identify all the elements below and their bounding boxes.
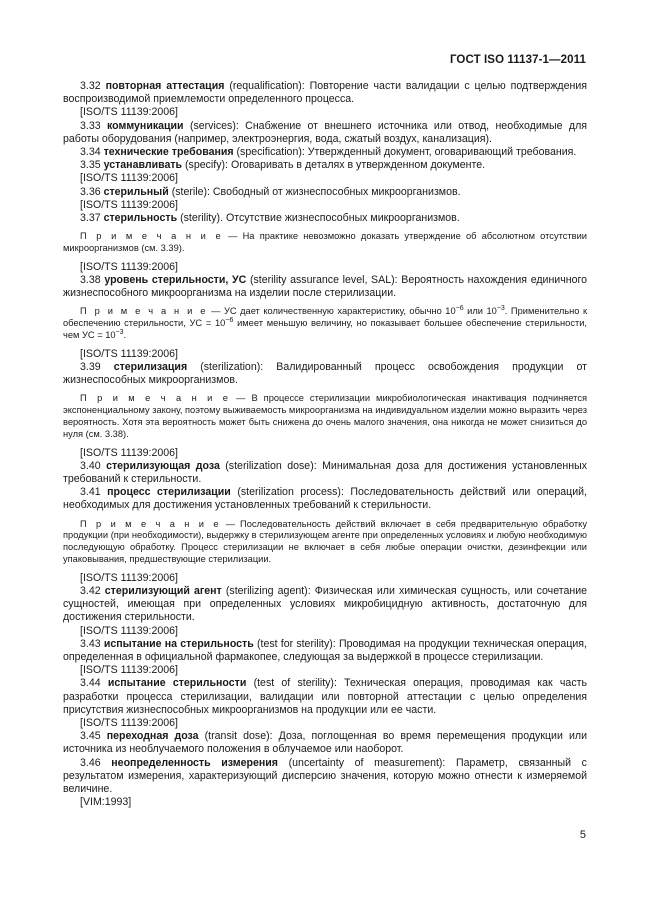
note-3-37: П р и м е ч а н и е — На практике невозможно доказать утверждение об абсолютном отсутствии микроорганизмов (см. 3.39). [63,231,587,254]
reference: [ISO/TS 11139:2006] [80,198,178,211]
reference: [ISO/TS 11139:2006] [80,717,178,730]
term-3-37: 3.37 стерильность (sterility). Отсутствие жизнеспособных микроорганизмов. [80,212,460,225]
term-3-42: 3.42 стерилизующий агент (sterilizing agent): Физическая или химическая сущность, или сочетание сущностей, имеющая при определенных условиях микробицидную активность, достаточную для достижения стерильности. [63,585,588,624]
term-3-41: 3.41 процесс стерилизации (sterilization process): Последовательность действий или операций, необходимых для достижения установленных требований к стерильности. [63,486,587,512]
term-3-32: 3.32 повторная аттестация (requalification): Повторение части валидации с целью подтверждения воспроизводимой приемлемости определенного процесса. [63,80,587,106]
document-header: ГОСТ ISO 11137-1—2011 [449,54,586,66]
term-3-44: 3.44 испытание стерильности (test of sterility): Техническая операция, проводимая как часть разработки процесса стерилизации, валидации или повторной аттестации с целью определения присутствия жизнеспособных микроорганизмов на продукции или ее части. [63,677,587,716]
document-body [63,80,587,809]
term-3-35: 3.35 устанавливать (specify): Оговаривать в деталях в утвержденном документе. [80,159,486,172]
reference: [ISO/TS 11139:2006] [80,260,178,273]
reference: [ISO/TS 11139:2006] [80,172,178,185]
reference: [VIM:1993] [80,796,132,809]
reference: [ISO/TS 11139:2006] [80,624,178,637]
note-3-38: П р и м е ч а н и е — УС дает количественную характеристику, обычно $10^{-6}$ или $10^{-3}$. Применительно к обеспечению стерильности, УС = $10^{-6}$ имеет меньшую величину, но показывает большее обеспечение стерильности, чем УС = $10^{-3}$. [63,305,588,341]
page-number: 5 [579,829,586,841]
term-3-36: 3.36 стерильный (sterile): Свободный от жизнеспособных микроорганизмов. [80,185,461,198]
note-3-41: П р и м е ч а н и е — Последовательность действий включает в себя предварительную обработку продукции (при необходимости), выдержку в стерилизующем агенте при определенных условиях и любую необходимую последующую обработку. Процесс стерилизации не включает в себя любые операции очистки, дезинфекции или упаковывания, предшествующие стерилизации. [63,518,587,565]
note-3-39: П р и м е ч а н и е — В процессе стерилизации микробиологическая инактивация подчиняется экспоненциальному закону, поэтому выживаемость микроорганизма на индивидуальном изделии можно выразить через вероятность. Хотя эта вероятность может быть снижена до очень малого значения, она никогда не может снизиться до нуля (см. 3.38). [63,393,587,439]
term-3-45: 3.45 переходная доза (transit dose): Доза, поглощенная во время перемещения продукции или источника из необлучаемого положения в облучаемое или наоборот. [63,730,587,756]
reference: [ISO/TS 11139:2006] [80,446,178,459]
term-3-34: 3.34 технические требования (specification): Утвержденный документ, оговаривающий требования. [80,146,577,159]
reference: [ISO/TS 11139:2006] [80,571,178,584]
reference: [ISO/TS 11139:2006] [80,106,178,119]
term-3-43: 3.43 испытание на стерильность (test for sterility): Проводимая на продукции техническая операция, определенная в официальной фармакопее, следующая за выдержкой в процессе стерилизации. [63,637,587,664]
term-3-38: 3.38 уровень стерильности, УС (sterility assurance level, SAL): Вероятность нахождения единичного жизнеспособного микроорганизма на изделии после стерилизации. [63,274,588,300]
term-3-46: 3.46 неопределенность измерения (uncertainty of measurement): Параметр, связанный с результатом измерения, характеризующий дисперсию значения, которую можно отнести к измеряемой величине. [63,756,587,796]
reference: [ISO/TS 11139:2006] [80,664,178,677]
term-3-40: 3.40 стерилизующая доза (sterilization dose): Минимальная доза для достижения установленных требований к стерильности. [63,459,588,486]
term-3-33: 3.33 коммуникации (services): Снабжение от внешнего источника или отвод, необходимые для работы оборудования (например, электроэнергия, вода, сжатый воздух, канализация). [63,119,587,145]
term-3-39: 3.39 стерилизация (sterilization): Валидированный процесс освобождения продукции от жизнеспособных микроорганизмов. [63,361,587,387]
reference: [ISO/TS 11139:2006] [80,347,178,360]
